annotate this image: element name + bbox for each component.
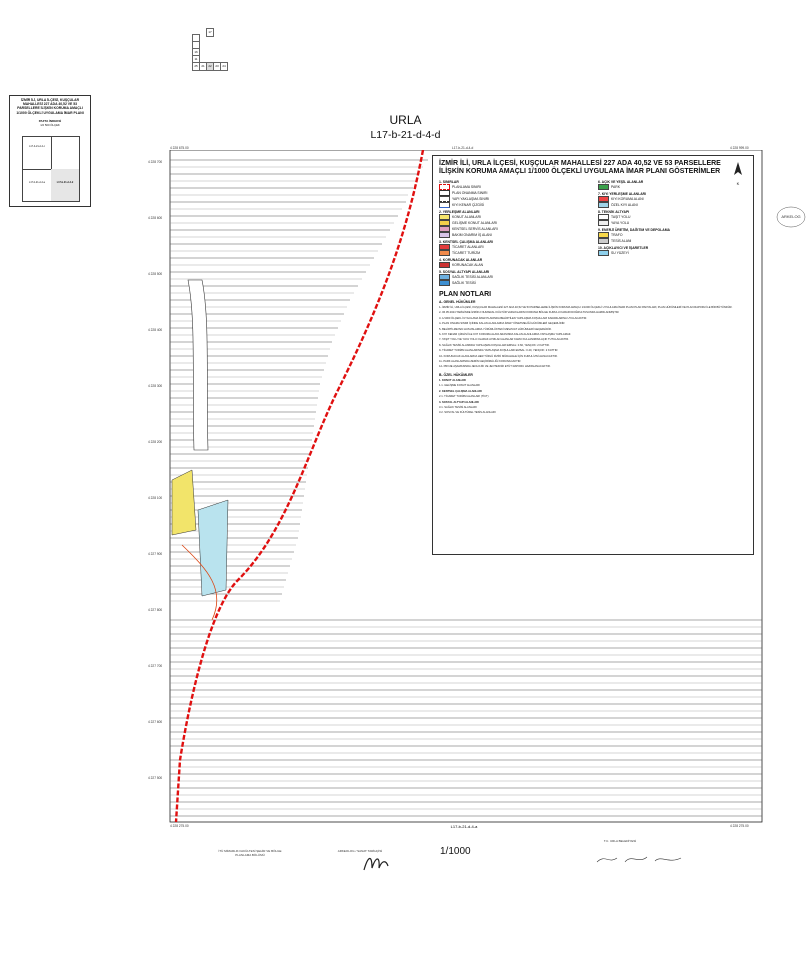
- coord-label: 4 228 400: [148, 328, 163, 332]
- plan-note: 2- 06.05.2024 TARİHİNDE İZMİR 2 NUMARALI KÜLTÜR VARLIKLARINI KORUMA BÖLGE KURULU KARARI DOĞRULTUSUNDA HAZIRLANMIŞTIR.: [439, 311, 620, 315]
- index-cell: 23: [213, 62, 221, 71]
- legend-left-column: [439, 180, 588, 286]
- coord-label: 4 227 500: [148, 776, 163, 780]
- legend-item: YAPI YAKLAŞMA SINIRI: [439, 196, 588, 202]
- sheet-code-top: L17-b-21-d-4-d: [452, 146, 474, 150]
- legend-item: PARK: [598, 184, 747, 190]
- coord-label: 4 228 200: [148, 440, 163, 444]
- signature-block-mid: ARKEOLOG / SANAT TARİHÇİSİ: [337, 849, 383, 853]
- scale-label: 1/1000: [440, 846, 471, 857]
- special-note: 3.1. SAĞLIK TESİSİ ALANLARI: [439, 405, 477, 409]
- legend-item: TİCARET TURİZM: [439, 250, 588, 256]
- coastal-protection-area: [198, 500, 228, 596]
- index-cell: 25: [192, 62, 200, 71]
- corner-coord-bottom-left: 4 228 275.00: [170, 824, 189, 828]
- plan-note: 11- PARK ALANLARINDA ZEMİN GEÇİRİMLİLİĞİ KORUNACAKTIR.: [439, 360, 522, 364]
- coord-label: 4 227 800: [148, 608, 163, 612]
- legend-item: KIYI KENAR ÇİZGİSİ: [439, 202, 588, 208]
- coord-label: 4 227 900: [148, 552, 163, 556]
- plan-notes-list: [433, 306, 753, 369]
- left-title-panel: [9, 95, 91, 207]
- legend-group-heading: 2. YERLEŞME ALANLARI: [439, 210, 480, 214]
- legend-item: TAŞIT YOLU: [598, 214, 747, 220]
- coord-label: 4 228 500: [148, 272, 163, 276]
- left-coord-column: [148, 160, 168, 816]
- signature-block-right: T.C. URLA BELEDİYESİ: [603, 839, 637, 843]
- plan-note: 5- BELİRTİLMEYEN HUSUSLARDA YÜRÜRLÜKTEKİ MEVZUAT HÜKÜMLERİ GEÇERLİDİR.: [439, 327, 552, 331]
- plan-note: 6- KIYI KENAR ÇİZGİSİ İLE KIYI KORUMA ALANI ARASINDA KALAN ALANLARDA YAPILAŞMA YAPILAMAZ.: [439, 333, 572, 337]
- legend-group-heading: 8. TEKNİK ALTYAPI: [598, 210, 630, 214]
- corner-coord-top-right: 4 228 999.00: [730, 146, 749, 150]
- index-cell: 22: [206, 62, 214, 71]
- legend-group-heading: 1. SINIRLAR: [439, 180, 459, 184]
- coord-label: 4 227 600: [148, 720, 163, 724]
- legend-item: SU YÜZEYİ: [598, 250, 747, 256]
- special-note: 3.2. SOSYAL VE KÜLTÜREL TESİS ALANLARI: [439, 411, 496, 415]
- legend-group-heading: 9. ENERJİ ÜRETİM, DAĞITIM VE DEPOLAMA: [598, 228, 670, 232]
- left-panel-title: İZMİR İLİ, URLA İLÇESİ, KUŞÇULAR MAHALLESİ 227 ADA 40,52 VE 53 PARSELLERE İLİŞKİN KORUMA AMAÇLI 1/1000 ÖLÇEKLİ UYGULAMA İMAR PLANI: [16, 98, 84, 115]
- index-sheet-cell: L17-b-21-d-4-c: [29, 145, 45, 148]
- corner-coord-bottom-right: 4 228 275.00: [730, 824, 749, 828]
- legend-columns: [433, 178, 753, 288]
- index-sheet-cell-current: L17-b-21-d-4-d: [56, 181, 74, 184]
- plan-note: 1- İZMİR İLİ, URLA İLÇESİ, KUŞÇULAR MAHALLESİ 227 ADA 40,52 VE 53 PARSELLERE İLİŞKİN KORUMA AMAÇLI 1/1000 ÖLÇEKLİ UYGULAMA İMAR PLANI PLAN PAFTALARI, PLAN HÜKÜMLERİ VE PLAN RAPORU İLE BİR BÜTÜNDÜR.: [439, 306, 733, 309]
- coord-label: 4 227 700: [148, 664, 163, 668]
- coord-label: 4 228 700: [148, 160, 163, 164]
- legend-group-heading: 6. AÇIK VE YEŞİL ALANLAR: [598, 180, 644, 184]
- legend-item: KIYI KORUMA ALANI: [598, 196, 747, 202]
- index-sheet-grid: [22, 136, 80, 202]
- special-notes-list: [433, 379, 753, 415]
- index-cell: 21: [199, 62, 207, 71]
- index-cell: 17: [206, 28, 214, 37]
- legend-group-heading: 4. KORUNACAK ALANLAR: [439, 258, 483, 262]
- coord-label: 4 228 300: [148, 384, 163, 388]
- svg-text:ARKELOG: ARKELOG: [781, 214, 801, 219]
- special-note: 1.1. GELİŞME KONUT ALANLARI: [439, 384, 480, 388]
- plan-note: 8- SAĞLIK TESİSİ ALANINDA YAPILAŞMA KOŞULLARI EMSAL: 0.60, YENÇOK: 2 KATTIR.: [439, 343, 550, 347]
- index-sheet-cell: L17-b-21-d-4-a: [29, 181, 45, 184]
- special-notes-title: B- ÖZEL HÜKÜMLER: [439, 372, 473, 377]
- plan-note: 9- TİCARET TURİZM ALANLARINDA YAPILAŞMA KOŞULLARI EMSAL: 0.40, YENÇOK: 2 KATTIR.: [439, 349, 559, 353]
- plan-note: 3- 1/1000 ÖLÇEKLİ UYGULAMA İMAR PLANINDA BELİRTİLEN YAPILAŞMA KOŞULLARI KARARLARINA UYULACAKTIR.: [439, 316, 588, 320]
- special-note: 2.1. TİCARET TURİZM ALANLARI (TİCT): [439, 395, 489, 399]
- legend-item: YAYA YOLU: [598, 220, 747, 226]
- index-label: PAFTA İNDEKSİ: [38, 118, 62, 123]
- legend-item: KONUT ALANLARI: [439, 214, 588, 220]
- plan-notes-subtitle: A- GENEL HÜKÜMLER: [439, 300, 476, 304]
- special-note: 3. SOSYAL ALTYAPI ALANLARI: [439, 400, 479, 404]
- special-note: 1. KONUT ALANLARI: [439, 378, 466, 382]
- right-stamp: [776, 205, 806, 229]
- index-scale: 1/2 500 ÖLÇEK: [40, 122, 60, 127]
- legend-item: KORUNACAK ALAN: [439, 262, 588, 268]
- legend-item: KENTSEL SERVİS ALANLARI: [439, 226, 588, 232]
- legend-group-heading: 10. AÇIKLAYICI VE İŞARETLER: [598, 246, 649, 250]
- legend-group-heading: 5. SOSYAL ALTYAPI ALANLARI: [439, 270, 490, 274]
- sheet-code-title: L17-b-21-d-4-d: [370, 129, 441, 141]
- index-map: [186, 28, 226, 84]
- legend-item: GELİŞME KONUT ALANLARI: [439, 220, 588, 226]
- plan-note: 10- KORUNACAK ALANLARDA HER TÜRLÜ FİZİKİ MÜDAHALE İÇİN KURUL İZNİ ALINACAKTIR.: [439, 354, 558, 358]
- plan-notes-title: PLAN NOTLARI: [439, 291, 492, 298]
- special-note: 2. KENTSEL ÇALIŞMA ALANLARI: [439, 389, 482, 393]
- legend-item: SAĞLIK TESİSİ ALANLARI: [439, 274, 588, 280]
- legend-item: TRAFO: [598, 232, 747, 238]
- legend-title: İZMİR İLİ, URLA İLÇESİ, KUŞÇULAR MAHALLESİ 227 ADA 40,52 VE 53 PARSELLERE İLİŞKİN KORUMA AMAÇLI 1/1000 ÖLÇEKLİ UYGULAMA İMAR PLANI GÖSTERİMLER: [439, 160, 721, 175]
- plan-note: 4- PLAN ONAMA SINIRI İÇİNDE KALAN ALANLARDA İMAR YÖNETMELİĞİ HÜKÜMLERİ GEÇERLİDİR.: [439, 322, 566, 326]
- corner-coord-top-left: 4 228 675.00: [170, 146, 189, 150]
- legend-item: TESİS ALANI: [598, 238, 747, 244]
- legend-item: TİCARET ALANLARI: [439, 244, 588, 250]
- plan-note: 12- PROJE AŞAMASINDA JEOLOJİK VE JEOTEKNİK ETÜT RAPORU HAZIRLANACAKTIR.: [439, 365, 551, 369]
- handwritten-signature: [362, 850, 390, 874]
- north-label: K: [736, 181, 740, 186]
- coord-label: 4 228 100: [148, 496, 163, 500]
- coord-label: 4 228 600: [148, 216, 163, 220]
- bottom-sheet-label: L17-b-21-d-4-a: [450, 824, 478, 829]
- index-cell: 24: [220, 62, 228, 71]
- legend-group-heading: 7. KIYI YERLEŞME ALANLARI: [598, 192, 647, 196]
- legend-item: ÖZEL KIYI ALANI: [598, 202, 747, 208]
- stamp-icon: [776, 205, 806, 229]
- legend-group-heading: 3. KENTSEL ÇALIŞMA ALANLARI: [439, 240, 493, 244]
- north-arrow: [731, 162, 745, 186]
- signature-scribbles: [595, 852, 685, 866]
- legend-item: PLAN ONANMA SINIRI: [439, 190, 588, 196]
- legend-panel: [432, 155, 754, 555]
- north-arrow-icon: [733, 162, 743, 176]
- map-city-title: URLA: [389, 113, 422, 127]
- index-cell: 11: [192, 55, 200, 64]
- legend-item: BAKIM ONARIM İŞ ALANI: [439, 232, 588, 238]
- legend-right-column: [598, 180, 747, 286]
- signature-block-left: İTÜ MİMARLIK FAKÜLTESİ ŞEHİR VE BÖLGE PLANLAMA BÖLÜMÜ: [218, 849, 282, 857]
- legend-item: SAĞLIK TESİSİ: [439, 280, 588, 286]
- index-cell: 16: [192, 48, 200, 57]
- housing-area: [172, 470, 196, 535]
- plan-note: 7- TAŞIT YOLU VE YAYA YOLU OLARAK AYRILAN ALANLAR KAMU KULLANIMINA AÇIK TUTULACAKTIR.: [439, 338, 569, 342]
- legend-item: PLANLAMA SINIRI: [439, 184, 588, 190]
